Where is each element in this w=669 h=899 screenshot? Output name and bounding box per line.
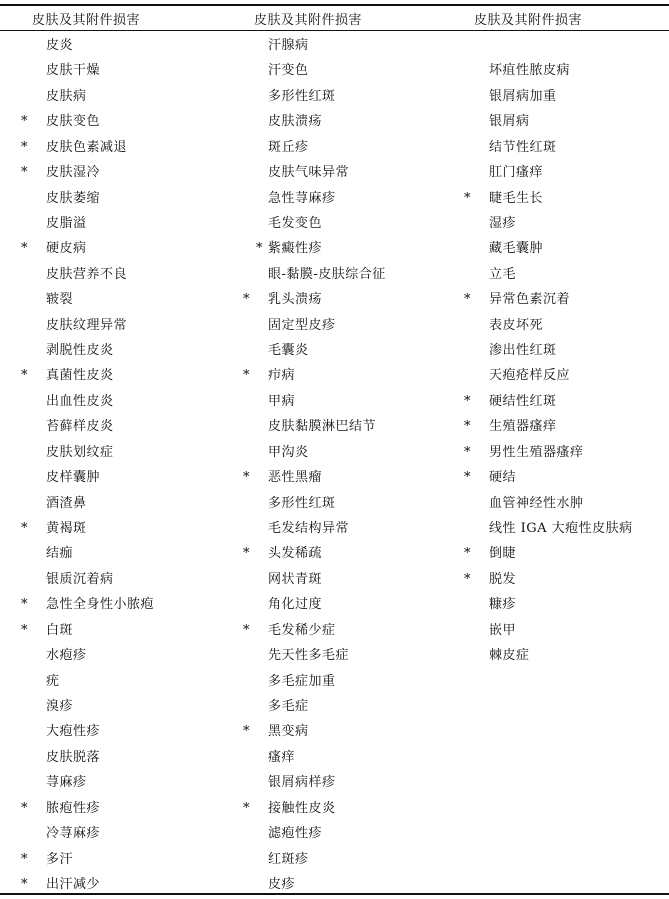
cell-text: 荨麻疹 (46, 775, 87, 791)
table-cell (34, 823, 154, 848)
cell-text: 银屑病加重 (489, 88, 557, 104)
table-cell (21, 518, 154, 543)
cell-text: 银屑病样疹 (268, 775, 336, 791)
cell-text: 肛门瘙痒 (489, 165, 544, 181)
table-cell (243, 721, 386, 746)
table-cell (243, 467, 386, 492)
cell-text: 乳头溃疡 (268, 292, 323, 308)
cell-text: 硬结性红斑 (489, 393, 557, 409)
asterisk-mark: * (256, 241, 263, 257)
column-header: 皮肤及其附件损害 (32, 13, 141, 28)
cell-text: 糠疹 (489, 597, 517, 613)
asterisk-mark: * (21, 521, 28, 537)
column-header: 皮肤及其附件损害 (474, 13, 583, 28)
table-cell (243, 289, 386, 314)
cell-text: 毛发变色 (268, 215, 323, 231)
table-cell (477, 340, 633, 365)
table-cell (21, 111, 154, 136)
table-cell (256, 849, 386, 874)
cell-text: 银质沉着病 (46, 571, 114, 587)
table-cell (477, 594, 633, 619)
cell-text: 皮肤萎缩 (46, 190, 101, 206)
cell-text: 滤疱性疹 (268, 826, 323, 842)
table-cell (477, 60, 633, 85)
asterisk-mark: * (243, 622, 250, 638)
cell-text: 出血性皮炎 (46, 393, 114, 409)
asterisk-mark: * (21, 139, 28, 155)
table-cell (477, 111, 633, 136)
cell-text: 真菌性皮炎 (46, 368, 114, 384)
cell-text: 银屑病 (489, 114, 530, 130)
table-cell (256, 213, 386, 238)
table-cell (256, 340, 386, 365)
table-cell (464, 391, 633, 416)
cell-text: 立毛 (489, 266, 517, 282)
asterisk-mark: * (243, 724, 250, 740)
asterisk-mark: * (21, 368, 28, 384)
cell-text: 皮肤纹理异常 (46, 317, 128, 333)
cell-text: 皮肤干燥 (46, 63, 101, 79)
table-cell (256, 594, 386, 619)
table-cell (256, 188, 386, 213)
cell-text: 倒睫 (489, 546, 517, 562)
table-cell (256, 137, 386, 162)
cell-text: 湿疹 (489, 215, 517, 231)
table-cell (256, 772, 386, 797)
table-cell (256, 671, 386, 696)
table-cell (477, 493, 633, 518)
cell-text: 毛发稀少症 (268, 622, 336, 638)
table-cell (477, 264, 633, 289)
table-cell (34, 493, 154, 518)
table-cell (464, 442, 633, 467)
cell-text: 网状青斑 (268, 571, 323, 587)
table-cell (256, 391, 386, 416)
table-cell (464, 569, 633, 594)
table-cell (21, 162, 154, 187)
asterisk-mark: * (243, 292, 250, 308)
cell-text: 斑丘疹 (268, 139, 309, 155)
cell-text: 眼-黏膜-皮肤综合征 (268, 266, 386, 282)
cell-text: 脓疱性疹 (46, 800, 101, 816)
table-cell (34, 645, 154, 670)
cell-text: 多形性红斑 (268, 88, 336, 104)
asterisk-mark: * (464, 546, 471, 562)
table-cell (256, 823, 386, 848)
table-cell (34, 391, 154, 416)
cell-text: 脱发 (489, 571, 517, 587)
cell-text: 冷荨麻疹 (46, 826, 101, 842)
cell-text: 血管神经性水肿 (489, 495, 584, 511)
cell-text: 多汗 (46, 851, 74, 867)
table-cell (21, 874, 154, 899)
cell-text: 线性 IGA 大疱性皮肤病 (489, 521, 633, 537)
table-cell (21, 620, 154, 645)
cell-text: 藏毛囊肿 (489, 241, 544, 257)
cell-text: 先天性多毛症 (268, 648, 350, 664)
cell-text: 棘皮症 (489, 648, 530, 664)
table-cell (21, 849, 154, 874)
cell-text: 皮肤脱落 (46, 749, 101, 765)
cell-text: 表皮坏死 (489, 317, 544, 333)
table-cell (464, 416, 633, 441)
column-cells (243, 35, 386, 899)
cell-text: 睫毛生长 (489, 190, 544, 206)
table-cell (477, 645, 633, 670)
cell-text: 皮肤营养不良 (46, 266, 128, 282)
table-cell (243, 543, 386, 568)
column-cells (464, 35, 633, 671)
table-cell (34, 671, 154, 696)
table-cell (464, 289, 633, 314)
cell-text: 甲病 (268, 393, 296, 409)
cell-text: 皮脂溢 (46, 215, 87, 231)
cell-text: 急性荨麻疹 (268, 190, 336, 206)
asterisk-mark: * (464, 444, 471, 460)
table-cell (256, 696, 386, 721)
table-cell (256, 162, 386, 187)
cell-text: 急性全身性小脓疱 (46, 597, 155, 613)
cell-text: 渗出性红斑 (489, 343, 557, 359)
cell-text: 头发稀疏 (268, 546, 323, 562)
cell-text: 嵌甲 (489, 622, 517, 638)
cell-text: 水疱疹 (46, 648, 87, 664)
table-cell (34, 569, 154, 594)
table-cell (256, 645, 386, 670)
table-cell (34, 467, 154, 492)
cell-text: 坏疽性脓皮病 (489, 63, 571, 79)
cell-text: 皮肤溃疡 (268, 114, 323, 130)
cell-text: 硬皮病 (46, 241, 87, 257)
table-cell (477, 213, 633, 238)
table-cell (256, 264, 386, 289)
asterisk-mark: * (21, 165, 28, 181)
table-cell (21, 137, 154, 162)
table-cell (256, 747, 386, 772)
cell-text: 皮肤变色 (46, 114, 101, 130)
asterisk-mark: * (21, 114, 28, 130)
table-cell (34, 213, 154, 238)
table-cell (34, 721, 154, 746)
cell-text: 毛囊炎 (268, 343, 309, 359)
asterisk-mark: * (243, 368, 250, 384)
table-cell (256, 86, 386, 111)
cell-text: 酒渣鼻 (46, 495, 87, 511)
table-cell (256, 874, 386, 899)
cell-text: 皲裂 (46, 292, 74, 308)
table-cell (477, 137, 633, 162)
column-header: 皮肤及其附件损害 (254, 13, 363, 28)
cell-text: 皮肤色素减退 (46, 139, 128, 155)
cell-text: 皮疹 (268, 876, 296, 892)
table-cell (21, 365, 154, 390)
table-cell (256, 416, 386, 441)
cell-text: 多毛症加重 (268, 673, 336, 689)
cell-text: 大疱性疹 (46, 724, 101, 740)
table-cell (34, 86, 154, 111)
asterisk-mark: * (21, 622, 28, 638)
cell-text: 硬结 (489, 470, 517, 486)
table-cell (34, 35, 154, 60)
cell-text: 剥脱性皮炎 (46, 343, 114, 359)
table-cell (243, 365, 386, 390)
cell-text: 红斑疹 (268, 851, 309, 867)
cell-text: 皮样囊肿 (46, 470, 101, 486)
asterisk-mark: * (243, 800, 250, 816)
asterisk-mark: * (21, 876, 28, 892)
cell-text: 疖病 (268, 368, 296, 384)
column-cells (21, 35, 155, 899)
table-cell (256, 493, 386, 518)
cell-text: 皮肤气味异常 (268, 165, 350, 181)
table-cell (34, 747, 154, 772)
table-cell (477, 365, 633, 390)
top-rule (0, 4, 669, 6)
table-cell (477, 238, 633, 263)
asterisk-mark: * (464, 419, 471, 435)
cell-text: 角化过度 (268, 597, 323, 613)
cell-text: 接触性皮炎 (268, 800, 336, 816)
table-cell (477, 518, 633, 543)
table-cell (464, 188, 633, 213)
cell-text: 出汗减少 (46, 876, 101, 892)
table-cell (477, 620, 633, 645)
table-cell (21, 238, 154, 263)
table-cell (21, 798, 154, 823)
asterisk-mark: * (464, 470, 471, 486)
table-cell (34, 772, 154, 797)
table-cell (243, 620, 386, 645)
table-cell (464, 467, 633, 492)
cell-text: 黑变病 (268, 724, 309, 740)
asterisk-mark: * (21, 851, 28, 867)
table-cell (464, 543, 633, 568)
cell-text: 生殖器瘙痒 (489, 419, 557, 435)
cell-text: 苔藓样皮炎 (46, 419, 114, 435)
table-cell (256, 111, 386, 136)
table-cell (34, 442, 154, 467)
cell-text: 皮肤病 (46, 88, 87, 104)
table-cell (477, 86, 633, 111)
table-cell (21, 594, 155, 619)
cell-text: 皮肤黏膜淋巴结节 (268, 419, 377, 435)
asterisk-mark: * (21, 800, 28, 816)
asterisk-mark: * (464, 571, 471, 587)
cell-text: 溴疹 (46, 698, 74, 714)
table-cell (256, 442, 386, 467)
asterisk-mark: * (21, 597, 28, 613)
table-cell (34, 340, 154, 365)
asterisk-mark: * (243, 470, 250, 486)
cell-text: 固定型皮疹 (268, 317, 336, 333)
table-cell (477, 315, 633, 340)
table-cell (34, 416, 154, 441)
cell-text: 天疱疮样反应 (489, 368, 571, 384)
cell-text: 黄褐斑 (46, 521, 87, 537)
header-rule (0, 30, 669, 31)
cell-text: 男性生殖器瘙痒 (489, 444, 584, 460)
asterisk-mark: * (21, 241, 28, 257)
table-cell (34, 264, 154, 289)
cell-text: 皮肤划纹症 (46, 444, 114, 460)
cell-text: 紫癜性疹 (268, 241, 323, 257)
cell-text: 疣 (46, 673, 60, 689)
asterisk-mark: * (464, 393, 471, 409)
table-cell (477, 162, 633, 187)
table-cell (34, 696, 154, 721)
cell-text: 白斑 (46, 622, 74, 638)
table-cell (34, 289, 154, 314)
cell-text: 恶性黑瘤 (268, 470, 323, 486)
cell-text: 汗变色 (268, 63, 309, 79)
table-cell (243, 798, 386, 823)
table-cell (34, 188, 154, 213)
asterisk-mark: * (243, 546, 250, 562)
cell-text: 多形性红斑 (268, 495, 336, 511)
table-cell (256, 315, 386, 340)
table-cell (256, 60, 386, 85)
cell-text: 多毛症 (268, 698, 309, 714)
cell-text: 结痂 (46, 546, 74, 562)
table-cell (256, 238, 386, 263)
cell-text: 异常色素沉着 (489, 292, 571, 308)
cell-text: 皮炎 (46, 38, 74, 53)
asterisk-mark: * (464, 190, 471, 206)
asterisk-mark: * (464, 292, 471, 308)
cell-text: 皮肤湿冷 (46, 165, 101, 181)
table-cell (256, 518, 386, 543)
cell-text: 结节性红斑 (489, 139, 557, 155)
cell-text: 毛发结构异常 (268, 521, 350, 537)
cell-text: 瘙痒 (268, 749, 296, 765)
table-cell (477, 35, 633, 60)
table-cell (34, 315, 154, 340)
table-cell (34, 543, 154, 568)
cell-text: 汗腺病 (268, 38, 309, 53)
table-cell (34, 60, 154, 85)
cell-text: 甲沟炎 (268, 444, 309, 460)
table-cell (256, 569, 386, 594)
table-cell (256, 35, 386, 60)
